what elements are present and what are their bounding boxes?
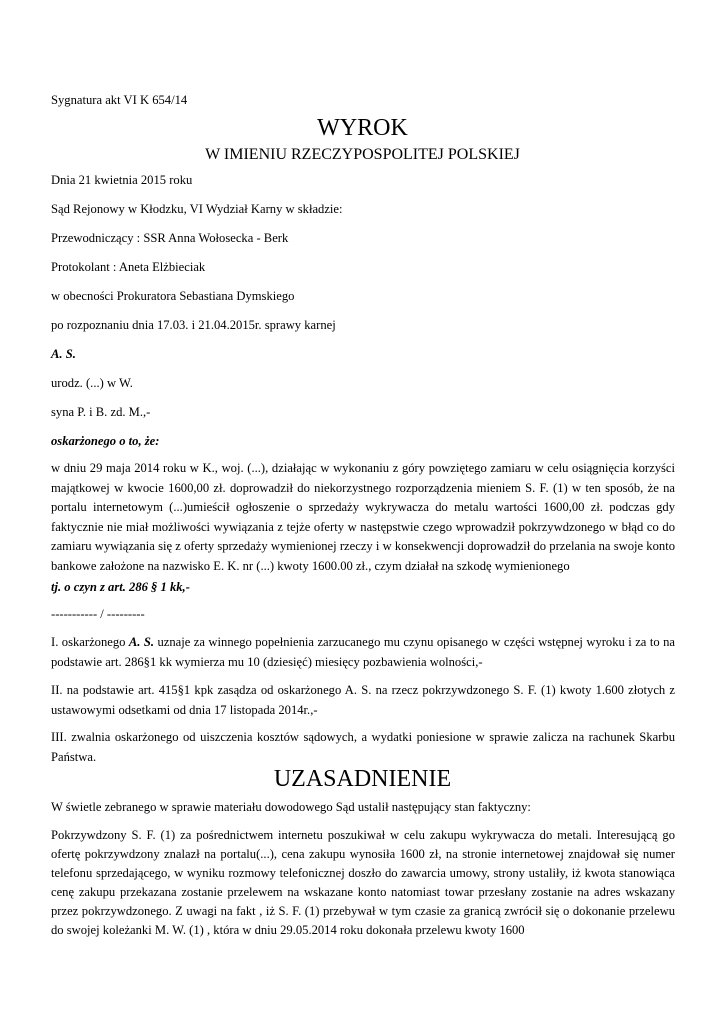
charge-description: w dniu 29 maja 2014 roku w K., woj. (...), działając w wykonaniu z góry powziętego zamiaru w celu osiągnięcia korzyści majątkowej w kwocie 1600,00 zł. doprowadził do niekorzystnego rozporządzenia mieniem S. F. (1) w ten sposób, że na portalu internetowym (...)umieścił ogłoszenie o sprzedaży wykrywacza do metalu wartości 1600,00 zł. podczas gdy faktycznie nie miał możliwości wywiązania z tejże oferty w następstwie czego wprowadził pokrzywdzonego w błąd co do zamiaru wywiązania się z oferty sprzedaży wymienionej rzeczy i w konsekwencji doprowadził do przelania na swoje konto bankowe założone na nazwisko E. K. nr (...) kwoty 1600.00 zł., czym działał na szkodę wymienionego: [51, 461, 675, 573]
defendant-birth: urodz. (...) w W.: [51, 376, 133, 390]
defendant-name: A. S.: [51, 347, 76, 361]
court-clerk: Protokolant : Aneta Elżbieciak: [51, 260, 206, 274]
justification-intro: W świetle zebranego w sprawie materiału dowodowego Sąd ustalił następujący stan faktyczny:: [51, 800, 531, 814]
hearing-dates: po rozpoznaniu dnia 17.03. i 21.04.2015r. sprawy karnej: [51, 318, 336, 332]
separator-line: ----------- / ---------: [51, 607, 145, 621]
ruling-3: III. zwalnia oskarżonego od uiszczenia kosztów sądowych, a wydatki poniesione w sprawie zalicza na rachunek Skarbu Państwa.: [51, 730, 675, 764]
case-signature: Sygnatura akt VI K 654/14: [51, 93, 188, 107]
ruling-2: II. na podstawie art. 415§1 kpk zasądza od oskarżonego A. S. na rzecz pokrzywdzonego S. F. (1) kwoty 1.600 złotych z ustawowymi odsetkami od dnia 17 listopada 2014r.,-: [51, 683, 675, 717]
justification-paragraph-1: Pokrzywdzony S. F. (1) za pośrednictwem internetu poszukiwał w celu zakupu wykrywacza do metali. Interesującą go ofertę pokrzywdzony znalazł na portalu(...), cena zakupu wynosiła 1600 zł, na stronie internetowej znajdował się numer telefonu sprzedającego, w wyniku rozmowy telefonicznej doszło do zawarcia umowy, strony ustaliły, iż kwota stanowiąca cenę zakupu przekazana zostanie przelewem na wskazane konto natomiast towar przesłany zostanie na adres wskazany przez pokrzywdzonego. Z uwagi na fakt , iż S. F. (1) przebywał w tym czasie za granicą zwrócił się o dokonanie przelewu do swojej koleżanki M. W. (1) , która w dniu 29.05.2014 roku dokonała przelewu kwoty 1600: [51, 828, 675, 937]
court-composition: Sąd Rejonowy w Kłodzku, VI Wydział Karny w składzie:: [51, 202, 343, 216]
ruling-1-defendant: A. S.: [128, 635, 155, 649]
prosecutor: w obecności Prokuratora Sebastiana Dymskiego: [51, 289, 295, 303]
ruling-1: [51, 633, 675, 672]
verdict-subtitle: W IMIENIU RZECZYPOSPOLITEJ POLSKIEJ: [205, 146, 520, 163]
verdict-date: Dnia 21 kwietnia 2015 roku: [51, 173, 193, 187]
verdict-title: WYROK: [317, 115, 408, 141]
ruling-1-text: uznaje za winnego popełnienia zarzucanego mu czynu opisanego w części wstępnej wyroku i za to na podstawie art. 286§1 kk wymierza mu 10 (dziesięć) miesięcy pozbawienia wolności,-: [51, 635, 675, 669]
justification-title: UZASADNIENIE: [273, 766, 452, 792]
defendant-parents: syna P. i B. zd. M.,-: [51, 405, 151, 419]
accused-label: oskarżonego o to, że:: [51, 434, 160, 448]
ruling-1-prefix: I. oskarżonego: [51, 635, 129, 649]
charge-article: tj. o czyn z art. 286 § 1 kk,-: [51, 580, 190, 594]
presiding-judge: Przewodniczący : SSR Anna Wołosecka - Berk: [51, 231, 289, 245]
